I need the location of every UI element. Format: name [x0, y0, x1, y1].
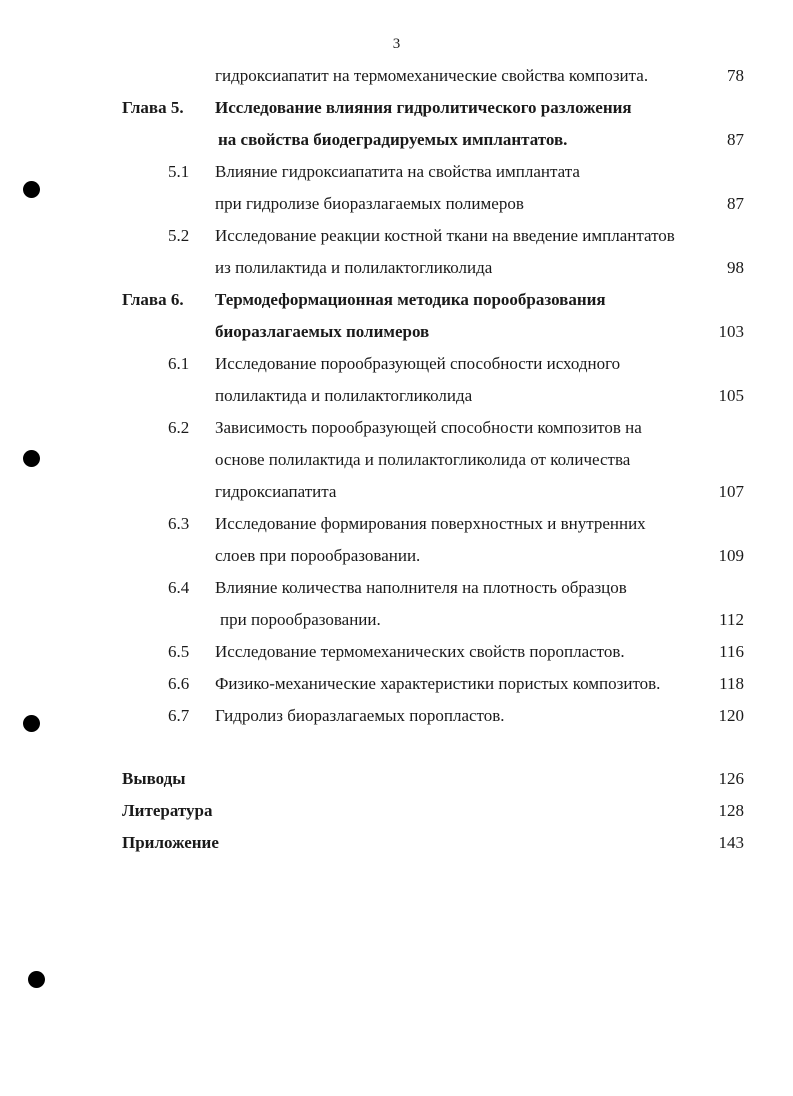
section-6-1-page: 105: [718, 386, 744, 405]
chapter-5-label: Глава 5.: [122, 98, 184, 117]
section-6-7-page: 120: [718, 706, 744, 725]
section-5-2-page: 98: [727, 258, 744, 277]
section-6-7-line1: Гидролиз биоразлагаемых поропластов.: [215, 706, 505, 725]
chapter-5-page: 87: [727, 130, 744, 149]
section-6-1-line2: полилактида и полилактогликолида: [215, 386, 473, 405]
literature-page: 128: [718, 801, 744, 820]
chapter-6-title-line1: Термодеформационная методика порообразования: [215, 290, 606, 309]
section-5-2-line2: из полилактида и полилактогликолида: [215, 258, 493, 277]
appendix-label: Приложение: [122, 833, 219, 852]
section-5-2-line1: Исследование реакции костной ткани на введение имплантатов: [215, 226, 675, 245]
section-6-5-number: 6.5: [168, 642, 190, 661]
toc-continuation-page: 78: [727, 66, 744, 85]
chapter-6-title-line2: биоразлагаемых полимеров: [215, 322, 430, 341]
binder-hole-3: [23, 715, 40, 732]
section-5-1-number: 5.1: [168, 162, 190, 181]
section-6-3-number: 6.3: [168, 514, 190, 533]
section-6-6-line1: Физико-механические характеристики пористых композитов.: [215, 674, 661, 693]
section-6-4-number: 6.4: [168, 578, 190, 597]
section-6-2-number: 6.2: [168, 418, 190, 437]
page-number: 3: [392, 36, 401, 52]
section-6-3-line2: слоев при порообразовании.: [215, 546, 421, 565]
section-6-2-line1: Зависимость порообразующей способности композитов на: [215, 418, 642, 437]
section-6-7-number: 6.7: [168, 706, 190, 725]
section-6-3-line1: Исследование формирования поверхностных и внутренних: [215, 514, 646, 533]
conclusions-page: 126: [718, 769, 744, 788]
toc-continuation-text: гидроксиапатит на термомеханические свойства композита.: [215, 66, 649, 85]
binder-hole-2: [23, 450, 40, 467]
section-5-2-number: 5.2: [168, 226, 190, 245]
binder-hole-4: [28, 971, 45, 988]
section-6-4-line2: при порообразовании.: [220, 610, 381, 629]
section-6-6-number: 6.6: [168, 674, 190, 693]
section-5-1-page: 87: [727, 194, 744, 213]
section-6-1-line1: Исследование порообразующей способности исходного: [215, 354, 621, 373]
section-6-5-line1: Исследование термомеханических свойств поропластов.: [215, 642, 625, 661]
binder-hole-1: [23, 181, 40, 198]
appendix-page: 143: [718, 833, 744, 852]
section-6-1-number: 6.1: [168, 354, 190, 373]
chapter-6-page: 103: [718, 322, 744, 341]
chapter-5-title-line1: Исследование влияния гидролитического разложения: [215, 98, 632, 117]
section-6-2-page: 107: [718, 482, 744, 501]
section-6-2-line3: гидроксиапатита: [215, 482, 337, 501]
conclusions-label: Выводы: [122, 769, 186, 788]
literature-label: Литература: [122, 801, 213, 820]
section-6-4-page: 112: [719, 610, 744, 629]
chapter-6-label: Глава 6.: [122, 290, 184, 309]
section-6-2-line2: основе полилактида и полилактогликолида от количества: [215, 450, 631, 469]
chapter-5-title-line2: на свойства биодеградируемых имплантатов.: [218, 130, 568, 149]
section-5-1-line1: Влияние гидроксиапатита на свойства имплантата: [215, 162, 580, 181]
section-6-4-line1: Влияние количества наполнителя на плотность образцов: [215, 578, 627, 597]
section-5-1-line2: при гидролизе биоразлагаемых полимеров: [215, 194, 524, 213]
section-6-3-page: 109: [718, 546, 744, 565]
section-6-6-page: 118: [719, 674, 744, 693]
section-6-5-page: 116: [719, 642, 744, 661]
